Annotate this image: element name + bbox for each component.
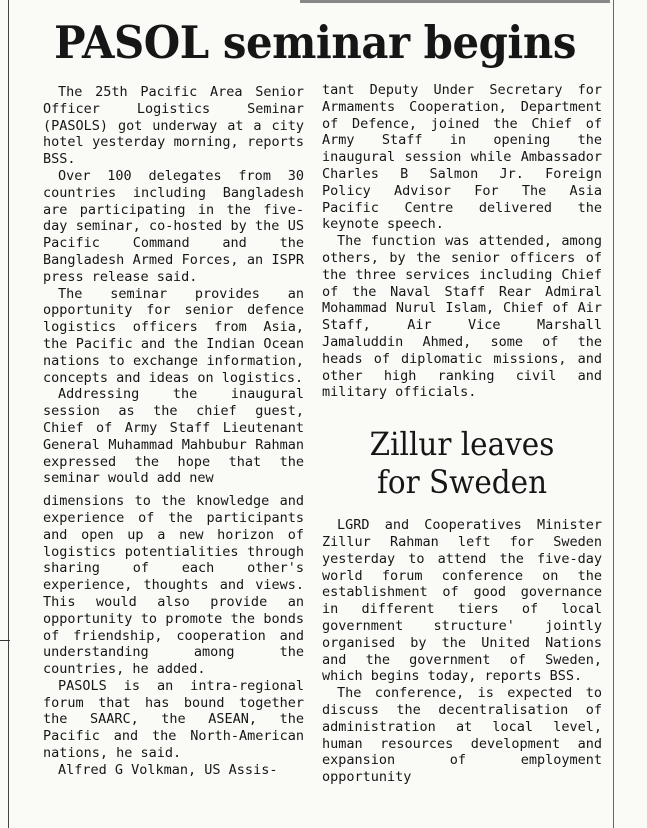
paragraph: The 25th Pacific Area Senior Officer Logistics Seminar (PASOLS) got underway at a city hotel yesterday morning, reports BSS.	[43, 84, 304, 168]
second-headline	[333, 425, 591, 501]
headline: PASOL seminar begins	[54, 16, 576, 69]
paragraph: Over 100 delegates from 30 countries including Bangladesh are participating in the five-day seminar, co-hosted by the US Pacific Command and the Bangladesh Armed Forces, an ISPR press release said.	[43, 167, 304, 285]
paragraph: PASOLS is an intra-regional forum that has bound together the SAARC, the ASEAN, the Pacific and the North-American nations, he said.	[43, 677, 304, 762]
paragraph: The seminar provides an opportunity for senior defence logistics officers from Asia, the Pacific and the Indian Ocean nations to exchange information, concepts and ideas on logistics.	[43, 285, 304, 386]
right-column	[322, 82, 602, 786]
top-rule	[300, 0, 610, 3]
paragraph: Alfred G Volkman, US Assis-	[58, 761, 278, 778]
second-headline-line-1: Zillur leaves	[369, 425, 555, 464]
paragraph: The function was attended, among others, by the senior officers of the three services including Chief of the Naval Staff Rear Admiral Mohammad Nurul Islam, Chief of Air Staff, Air Vice Marshall Jamaluddin Ahmed, some of the heads of diplomatic missions, and other high ranking civil and military officials.	[322, 233, 602, 401]
paragraph: Addressing the inaugural session as the chief guest, Chief of Army Staff Lieutenant General Muhammad Mahbubur Rahman expressed the hope that the seminar would add new	[43, 386, 304, 487]
paragraph: LGRD and Cooperatives Minister Zillur Rahman left for Sweden yesterday to attend the five-day world forum conference on the establishment of good governance in different tiers of local government structure' jointly organised by the United Nations and the government of Sweden, which begins today, reports BSS.	[322, 517, 602, 685]
paragraph: The conference, is expected to discuss the decentralisation of administration at local level, human resources development and expansion of employment opportunity	[322, 685, 602, 786]
right-column-rule	[613, 0, 614, 828]
second-headline-line-2: for Sweden	[376, 463, 548, 502]
left-column	[43, 84, 304, 779]
paragraph-continued: tant Deputy Under Secretary for Armaments Cooperation, Department of Defence, joined the Chief of Army Staff in opening the inaugural session while Ambassador Charles B Salmon Jr. Foreign Policy Advisor For The Asia Pacific Centre delivered the keynote speech.	[322, 82, 602, 233]
paragraph-continued: dimensions to the knowledge and experience of the participants and open up a new horizon of logistics potentialities through sharing of each other's experience, thoughts and views. This would also provide an opportunity to promote the bonds of friendship, cooperation and understanding among the countries, he added.	[43, 493, 304, 678]
left-margin-mark	[0, 640, 10, 641]
left-column-rule	[8, 0, 9, 828]
